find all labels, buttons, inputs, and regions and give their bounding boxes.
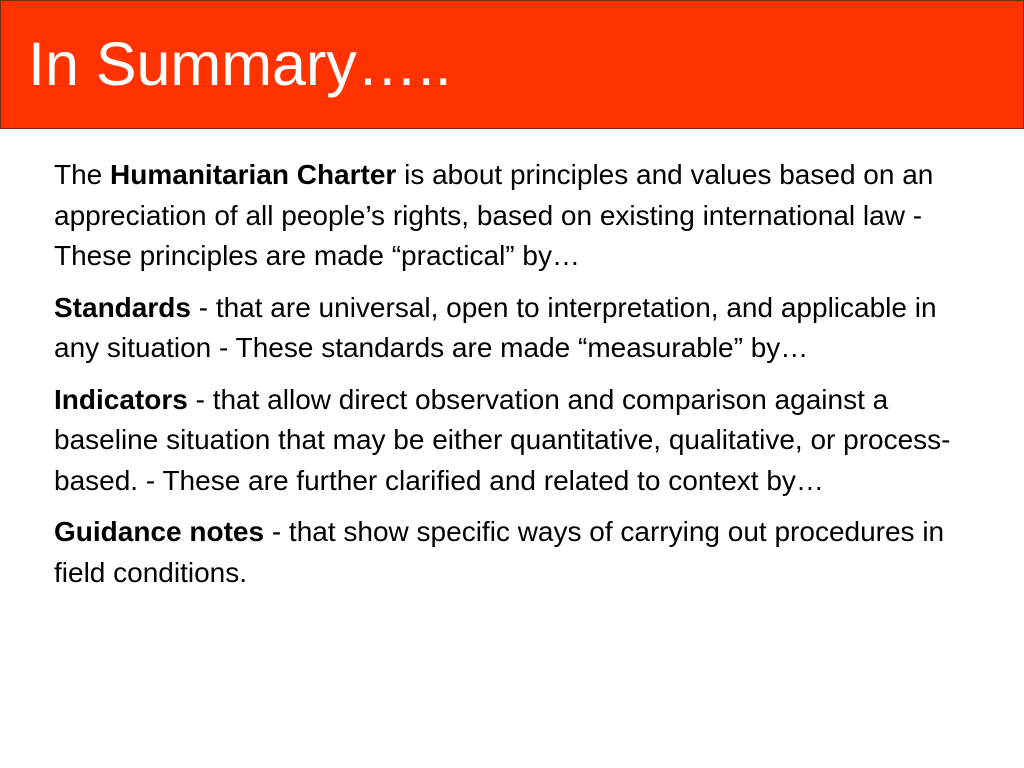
paragraph-text: - that allow direct observation and comparison against a baseline situation that may be either quantitative, qualitative, or process-based. - These are further clarified and related to context by… [54, 383, 951, 496]
term-humanitarian-charter: Humanitarian Charter [110, 159, 397, 190]
slide-title: In Summary….. [28, 30, 452, 98]
paragraph-lead: The [54, 159, 111, 190]
slide-body [54, 155, 964, 604]
paragraph-text: is about principles and values based on an appreciation of all people’s rights, based on existing international law - These principles are made “practical” by… [54, 159, 934, 271]
term-indicators: Indicators [54, 383, 188, 415]
paragraph-text: - that show specific ways of carrying out procedures in field conditions. [54, 516, 945, 588]
term-standards: Standards [54, 291, 191, 323]
paragraph-text: - that are universal, open to interpretation, and applicable in any situation - These standards are made “measurable” by… [54, 291, 937, 363]
term-guidance-notes: Guidance notes [54, 516, 265, 547]
paragraph-guidance-notes [54, 512, 964, 593]
paragraph-indicators [54, 380, 964, 502]
paragraph-humanitarian-charter [54, 155, 964, 277]
title-bar [0, 0, 1024, 129]
paragraph-standards [54, 288, 964, 369]
